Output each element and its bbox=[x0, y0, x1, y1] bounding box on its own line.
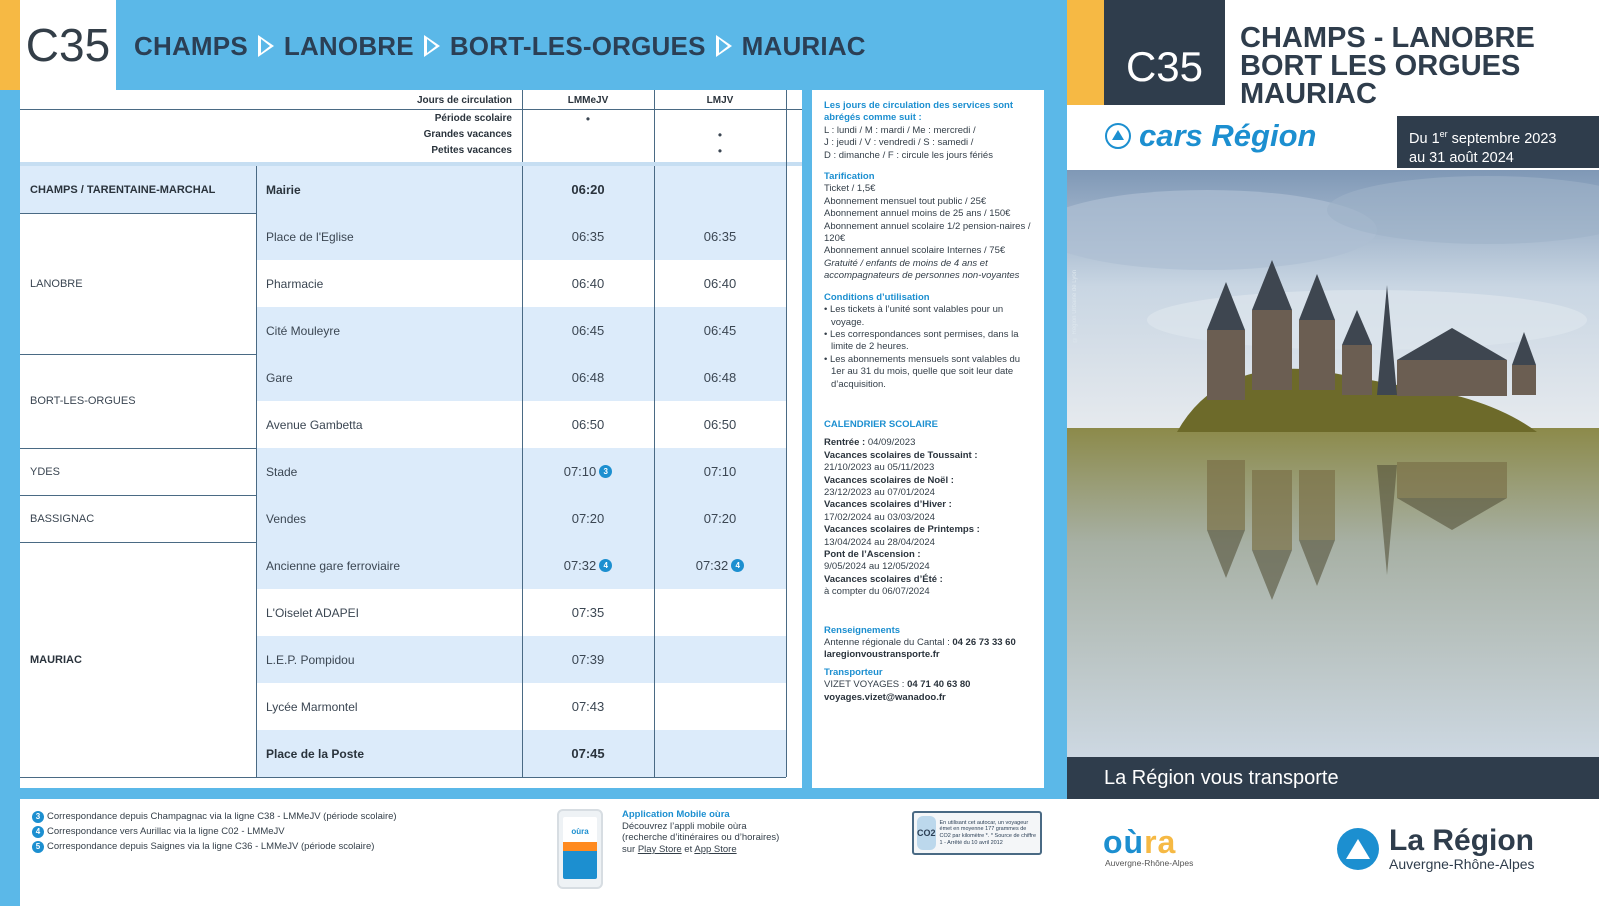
time-value: 06:40 bbox=[703, 276, 737, 291]
photo-credit: © Région Urbaine de Lyon bbox=[1072, 270, 1078, 343]
city-name: CHAMPS / TARENTAINE-MARCHAL bbox=[30, 183, 216, 196]
city-name: BORT-LES-ORGUES bbox=[30, 395, 136, 407]
calendar-label: Vacances scolaires de Printemps : bbox=[824, 524, 980, 536]
departure-time bbox=[522, 683, 654, 730]
departure-time bbox=[522, 448, 654, 495]
calendar-value: 21/10/2023 au 05/11/2023 bbox=[824, 462, 935, 474]
oura-logo-text: ra bbox=[1144, 824, 1177, 860]
departure-time bbox=[654, 636, 786, 683]
note-badge: 5 bbox=[32, 841, 44, 853]
app-title: Application Mobile oùra bbox=[622, 809, 730, 820]
footer bbox=[20, 799, 1067, 906]
price-line: Abonnement annuel scolaire 1/2 pension-naires / 120€ bbox=[824, 220, 1031, 245]
table-rule bbox=[20, 109, 802, 110]
departure-time bbox=[522, 307, 654, 354]
period-mark: • bbox=[717, 127, 723, 142]
price-line: Abonnement annuel moins de 25 ans / 150€ bbox=[824, 208, 1011, 220]
departure-time bbox=[654, 354, 786, 401]
calendar-item bbox=[824, 574, 1034, 599]
yellow-tab bbox=[0, 0, 20, 90]
cover-title-line: MAURIAC bbox=[1240, 78, 1377, 110]
route-title bbox=[134, 26, 866, 66]
departure-time bbox=[654, 730, 786, 777]
time-value: 07:35 bbox=[571, 605, 605, 620]
la-region-logo bbox=[1337, 826, 1535, 872]
oura-subtitle: Auvergne-Rhône-Alpes bbox=[1105, 858, 1194, 868]
calendar-item bbox=[824, 450, 1034, 475]
calendar-label: Vacances scolaires d’Hiver : bbox=[824, 499, 952, 511]
line-code: C35 bbox=[20, 0, 116, 90]
stop-name: Vendes bbox=[266, 511, 307, 526]
date-text: Du 1 bbox=[1409, 130, 1440, 147]
departure-time bbox=[522, 166, 654, 213]
slogan-banner: La Région vous transporte bbox=[1067, 757, 1599, 799]
time-value: 06:50 bbox=[703, 417, 737, 432]
note-badge: 3 bbox=[32, 811, 44, 823]
calendar-title: CALENDRIER SCOLAIRE bbox=[824, 418, 939, 430]
connection-note bbox=[32, 809, 397, 824]
departure-time bbox=[654, 166, 786, 213]
app-store-link[interactable]: App Store bbox=[694, 843, 737, 855]
departure-time bbox=[522, 542, 654, 589]
cover-panel bbox=[1067, 0, 1599, 906]
connection-notes bbox=[32, 809, 397, 854]
arrow-right-icon bbox=[424, 35, 440, 57]
cover-title-line: CHAMPS - LANOBRE bbox=[1240, 22, 1535, 54]
stop-name: Ancienne gare ferroviaire bbox=[266, 558, 401, 573]
castle-lake-illustration bbox=[1067, 170, 1599, 757]
stop-name: Pharmacie bbox=[266, 276, 324, 291]
calendar-item bbox=[824, 437, 1034, 449]
free-travel-note: Gratuité / enfants de moins de 4 ans et accompagnateurs de personnes non-voyantes bbox=[824, 257, 1020, 282]
contact-info bbox=[824, 625, 1034, 662]
route-stop-1: CHAMPS bbox=[134, 30, 248, 61]
stop-name: L'Oiselet ADAPEI bbox=[266, 605, 359, 620]
time-value: 07:20 bbox=[571, 511, 605, 526]
region-logo-icon bbox=[1337, 828, 1379, 870]
co2-info-box bbox=[912, 811, 1042, 855]
note-badge: 4 bbox=[32, 826, 44, 838]
validity-dates bbox=[1397, 116, 1599, 168]
time-value: 06:45 bbox=[571, 323, 605, 338]
time-value: 06:35 bbox=[571, 229, 605, 244]
calendar-value: 13/04/2024 au 28/04/2024 bbox=[824, 536, 935, 548]
time-value: 07:32 bbox=[695, 558, 729, 573]
calendar-label: Vacances scolaires de Toussaint : bbox=[824, 449, 978, 461]
table-rule bbox=[256, 166, 257, 777]
time-value: 07:10 bbox=[703, 464, 737, 479]
connection-note bbox=[32, 839, 397, 854]
region-logo-icon bbox=[1105, 123, 1131, 149]
pricing bbox=[824, 171, 1034, 283]
oura-logo-text: où bbox=[1103, 824, 1145, 860]
date-text: au 31 août 2024 bbox=[1409, 149, 1514, 166]
contact-title: Renseignements bbox=[824, 624, 901, 636]
cars-region-logo bbox=[1105, 118, 1316, 154]
castle-photo bbox=[1067, 170, 1599, 757]
city-name: LANOBRE bbox=[30, 277, 83, 290]
city-name: BASSIGNAC bbox=[30, 512, 95, 525]
departure-time bbox=[522, 589, 654, 636]
calendar-value: 23/12/2023 au 07/01/2024 bbox=[824, 486, 935, 498]
departure-time bbox=[654, 307, 786, 354]
cover-line-code: C35 bbox=[1104, 0, 1225, 105]
route-stop-4: MAURIAC bbox=[741, 30, 866, 61]
header-school-label: Période scolaire bbox=[434, 113, 512, 124]
time-value: 07:10 bbox=[563, 464, 597, 479]
calendar-item bbox=[824, 475, 1034, 500]
connection-badge: 4 bbox=[731, 559, 744, 572]
co2-text: En utilisant cet autocar, un voyageur émet en moyenne 177 grammes de CO2 par kilomètre *. * Source de chiffre 1 - Arrêté du 10 avril 2012 bbox=[939, 819, 1037, 846]
contact-phone: 04 26 73 33 60 bbox=[952, 637, 1016, 649]
table-rule bbox=[654, 90, 655, 162]
days-legend-line: J : jeudi / V : vendredi / S : samedi / bbox=[824, 137, 974, 149]
stop-name: Cité Mouleyre bbox=[266, 323, 341, 338]
calendar-value: à compter du 06/07/2024 bbox=[824, 586, 930, 598]
stop-name: Place de la Poste bbox=[266, 746, 365, 761]
time-value: 06:48 bbox=[703, 370, 737, 385]
timetable bbox=[20, 90, 802, 788]
table-rule bbox=[20, 777, 786, 778]
departure-time bbox=[654, 448, 786, 495]
stop-name: Place de l'Eglise bbox=[266, 229, 354, 244]
price-line: Abonnement annuel scolaire Internes / 75€ bbox=[824, 245, 1006, 257]
departure-time bbox=[654, 589, 786, 636]
stop-name: L.E.P. Pompidou bbox=[266, 652, 355, 667]
days-legend-line: L : lundi / M : mardi / Me : mercredi / bbox=[824, 124, 976, 136]
stop-name: Lycée Marmontel bbox=[266, 699, 358, 714]
time-value: 06:45 bbox=[703, 323, 737, 338]
period-mark: • bbox=[717, 143, 723, 158]
condition-item: • Les abonnements mensuels sont valables du 1er au 31 du mois, quelle que soit leur date d’acquisition. bbox=[824, 353, 1021, 390]
departure-time bbox=[654, 495, 786, 542]
time-value: 06:48 bbox=[571, 370, 605, 385]
route-stop-2: LANOBRE bbox=[283, 30, 414, 61]
column-header: LMJV bbox=[706, 94, 734, 106]
days-legend-title: Les jours de circulation des services sont abrégés comme suit : bbox=[824, 100, 1014, 124]
date-sup: er bbox=[1439, 129, 1448, 139]
period-mark bbox=[654, 111, 786, 126]
calendar-value: 04/09/2023 bbox=[865, 437, 916, 449]
region-subtitle: Auvergne-Rhône-Alpes bbox=[1389, 856, 1535, 872]
cover-title-line: BORT LES ORGUES bbox=[1240, 50, 1521, 82]
period-mark bbox=[522, 143, 654, 158]
time-value: 06:40 bbox=[571, 276, 605, 291]
stop-name: Mairie bbox=[266, 182, 301, 197]
days-legend bbox=[824, 100, 1034, 162]
departure-time bbox=[522, 636, 654, 683]
departure-time bbox=[522, 401, 654, 448]
calendar-label: Vacances scolaires de Noël : bbox=[824, 474, 954, 486]
stop-name: Stade bbox=[266, 464, 298, 479]
departure-time bbox=[522, 213, 654, 260]
table-rule bbox=[522, 166, 523, 777]
days-legend-line: D : dimanche / F : circule les jours fériés bbox=[824, 149, 993, 161]
time-value: 07:43 bbox=[571, 699, 605, 714]
condition-item: • Les correspondances sont permises, dans la limite de 2 heures. bbox=[824, 328, 1019, 353]
price-line: Abonnement mensuel tout public / 25€ bbox=[824, 195, 987, 207]
departure-time bbox=[654, 213, 786, 260]
calendar-label: Rentrée : bbox=[824, 437, 866, 449]
cover-title bbox=[1240, 24, 1535, 108]
conditions-title: Conditions d’utilisation bbox=[824, 291, 930, 303]
header-small-holidays-label: Petites vacances bbox=[431, 145, 512, 156]
time-value: 07:20 bbox=[703, 511, 737, 526]
table-rule bbox=[786, 90, 787, 777]
oura-logo bbox=[1103, 826, 1193, 868]
app-line: Découvrez l’appli mobile oùra bbox=[622, 820, 747, 832]
time-value: 07:45 bbox=[571, 746, 605, 761]
calendar-item bbox=[824, 524, 1034, 549]
time-value: 06:20 bbox=[571, 182, 605, 197]
note-text: Correspondance depuis Saignes via la ligne C36 - LMMeJV (période scolaire) bbox=[47, 841, 375, 852]
period-mark bbox=[522, 127, 654, 142]
contact-website: laregionvoustransporte.fr bbox=[824, 649, 940, 661]
info-column bbox=[812, 90, 1044, 788]
departure-time bbox=[522, 354, 654, 401]
phone-app-icon bbox=[557, 809, 603, 889]
school-calendar bbox=[824, 419, 1034, 599]
note-text: Correspondance depuis Champagnac via la ligne C38 - LMMeJV (période scolaire) bbox=[47, 811, 397, 822]
table-rule bbox=[654, 166, 655, 777]
departure-time bbox=[522, 495, 654, 542]
time-value: 06:50 bbox=[571, 417, 605, 432]
yellow-tab bbox=[1067, 0, 1104, 105]
departure-time bbox=[522, 260, 654, 307]
date-text: septembre 2023 bbox=[1447, 130, 1557, 147]
arrow-right-icon bbox=[716, 35, 732, 57]
time-value: 06:35 bbox=[703, 229, 737, 244]
time-value: 07:39 bbox=[571, 652, 605, 667]
departure-time bbox=[522, 730, 654, 777]
carrier-info bbox=[824, 667, 1034, 704]
calendar-value: 9/05/2024 au 12/05/2024 bbox=[824, 561, 930, 573]
app-line: et bbox=[681, 843, 695, 855]
app-promo bbox=[622, 809, 779, 855]
conditions bbox=[824, 292, 1034, 391]
header-days-label: Jours de circulation bbox=[416, 94, 512, 106]
calendar-value: 17/02/2024 au 03/03/2024 bbox=[824, 511, 935, 523]
table-rule bbox=[522, 90, 523, 162]
brand-name: cars Région bbox=[1139, 118, 1317, 153]
calendar-label: Pont de l’Ascension : bbox=[824, 549, 921, 560]
carrier-title: Transporteur bbox=[824, 666, 883, 678]
pricing-title: Tarification bbox=[824, 171, 875, 183]
header-big-holidays-label: Grandes vacances bbox=[423, 129, 512, 140]
stop-name: Gare bbox=[266, 370, 293, 385]
carrier-label: VIZET VOYAGES : bbox=[824, 679, 908, 691]
time-value: 07:32 bbox=[563, 558, 597, 573]
departure-time bbox=[654, 542, 786, 589]
app-line: (recherche d’itinéraires ou d’horaires) bbox=[622, 832, 780, 844]
stop-name: Avenue Gambetta bbox=[266, 417, 363, 432]
app-line: sur bbox=[622, 843, 638, 855]
price-line: Ticket / 1,5€ bbox=[824, 183, 876, 195]
city-name: YDES bbox=[30, 465, 60, 478]
calendar-item bbox=[824, 499, 1034, 524]
period-mark: • bbox=[585, 111, 591, 126]
route-stop-3: BORT-LES-ORGUES bbox=[449, 30, 706, 61]
region-name: La Région bbox=[1389, 824, 1535, 857]
column-header: LMMeJV bbox=[567, 94, 609, 106]
note-text: Correspondance vers Aurillac via la ligne C02 - LMMeJV bbox=[47, 826, 285, 837]
departure-time bbox=[654, 260, 786, 307]
play-store-link[interactable]: Play Store bbox=[637, 843, 682, 855]
phone-brand: oùra bbox=[571, 827, 589, 836]
departure-time bbox=[654, 683, 786, 730]
connection-badge: 3 bbox=[599, 465, 612, 478]
departure-time bbox=[654, 401, 786, 448]
connection-badge: 4 bbox=[599, 559, 612, 572]
contact-label: Antenne régionale du Cantal : bbox=[824, 637, 953, 649]
condition-item: • Les tickets à l’unité sont valables pour un voyage. bbox=[824, 304, 1004, 328]
city-name: MAURIAC bbox=[30, 653, 82, 666]
carrier-email: voyages.vizet@wanadoo.fr bbox=[824, 691, 946, 703]
calendar-label: Vacances scolaires d’Été : bbox=[824, 573, 943, 585]
calendar-item bbox=[824, 549, 1034, 574]
connection-note bbox=[32, 824, 397, 839]
arrow-right-icon bbox=[258, 35, 274, 57]
carrier-phone: 04 71 40 63 80 bbox=[907, 679, 971, 691]
co2-cloud-icon: CO2 bbox=[917, 816, 936, 850]
calendar-list bbox=[824, 437, 1034, 598]
